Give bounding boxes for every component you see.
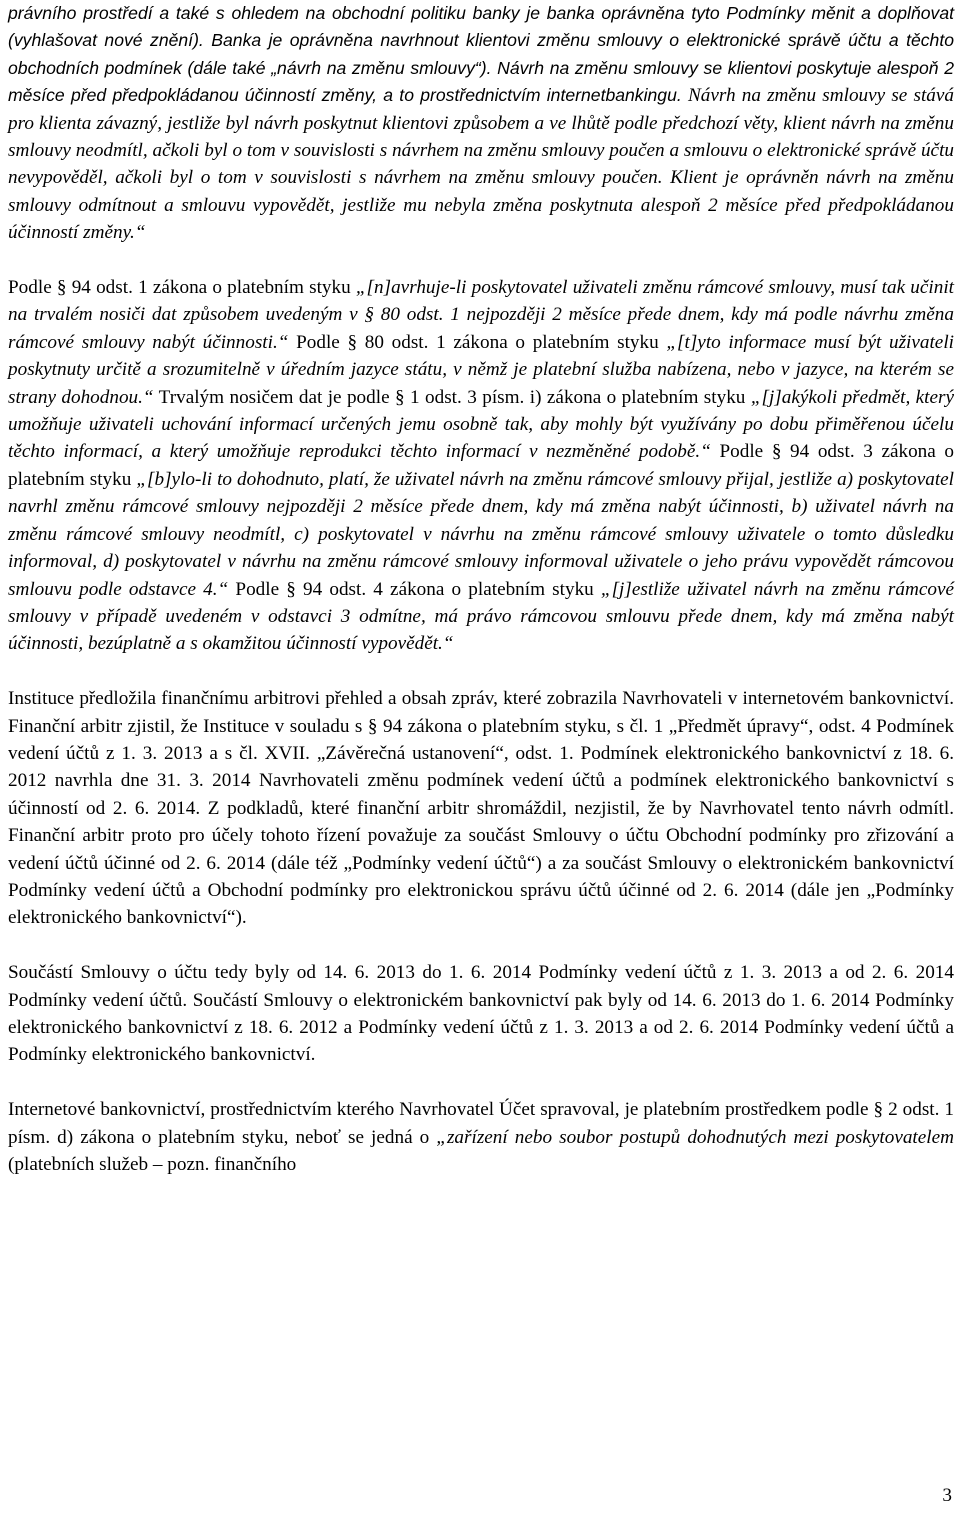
text-segment: právního prostředí a také s ohledem na obchodní politiku banky je banka oprávněna tyto Podmínky měnit a doplňovat (vyhlašovat nové znění). Banka je oprávněna navrhnout klientovi změnu smlouvy o elektronické správě účtu a těchto obchodních podmínek (dále také „návrh na změnu smlouvy“). Návrh na změnu smlouvy se klientovi poskytuje alespoň 2 měsíce před předpokládanou účinností změny, a to prostřednictvím internetbankingu.: [8, 3, 954, 106]
paragraph-internet-banking: [8, 1096, 954, 1178]
text-segment: „[n]avrhuje-li poskytovatel uživateli změnu rámcové smlouvy, musí tak učinit na trvalém nosiči dat způsobem uvedeným v § 80 odst. 1 nejpozději 2 měsíce přede dnem, kdy má podle návrhu změna rámcové smlouvy nabýt účinnosti.“: [8, 277, 954, 353]
text-segment: Podle § 94 odst. 4 zákona o platebním styku: [228, 578, 601, 600]
paragraph-institution-submission: [8, 685, 954, 932]
text-segment: Podle § 80 odst. 1 zákona o platebním styku: [288, 331, 667, 353]
text-segment: Trvalým nosičem dat je podle § 1 odst. 3 písm. i) zákona o platebním styku: [153, 386, 751, 408]
paragraph-contract-components: [8, 959, 954, 1069]
text-segment: (platebních služeb – pozn. finančního: [8, 1154, 297, 1175]
text-segment: Návrh na změnu smlouvy se stává pro klienta závazný, jestliže byl návrh poskytnut klientovi způsobem a ve lhůtě podle předchozí věty, klient návrh na změnu smlouvy neodmítl, ačkoli byl o tom v souvislosti s návrhem na změnu smlouvy poučen a smlouvu o elektronické správě účtu nevypověděl, ačkoli byl o tom v souvislosti s návrhem na změnu smlouvy poučen. Klient je oprávněn návrh na změnu smlouvy odmítnout a smlouvu vypovědět, jestliže mu nebyla změna poskytnuta alespoň 2 měsíce před předpokládanou účinností změny.“: [8, 85, 955, 244]
page-number: 3: [942, 1485, 952, 1506]
paragraph-law-provisions: [8, 274, 954, 658]
text-segment: „[t]yto informace musí být uživateli poskytnuty určitě a srozumitelně v úředním jazyce státu, v němž je platební služba nabízena, nebo v jazyce, na kterém se strany dohodnou.“: [8, 331, 954, 408]
text-segment: „[j]akýkoli předmět, který umožňuje uživateli uchování informací určených jemu osobně tak, aby mohly být využívány po dobu přiměřenou účelu těchto informací, a který umožňuje reprodukci těchto informací v nezměněné podobě.“: [8, 386, 954, 463]
text-segment: Instituce předložila finančnímu arbitrovi přehled a obsah zpráv, které zobrazila Navrhovateli v internetovém bankovnictví. Finanční arbitr zjistil, že Instituce v souladu s § 94 zákona o platebním styku, s čl. 1 „Předmět úpravy“, odst. 4 Podmínek vedení účtů z 1. 3. 2013 a s čl. XVII. „Závěrečná ustanovení“, odst. 1. Podmínek elektronického bankovnictví z 18. 6. 2012 navrhla dne 31. 3. 2014 Navrhovateli změnu podmínek vedení účtů a podmínek elektronického bankovnictví s účinností od 2. 6. 2014. Z podkladů, které finanční arbitr shromáždil, nezjistil, že by Navrhovatel tento návrh odmítl. Finanční arbitr proto pro účely tohoto řízení považuje za součást Smlouvy o účtu Obchodní podmínky pro zřizování a vedení účtů účinné od 2. 6. 2014 (dále též „Podmínky vedení účtů“) a za součást Smlouvy o elektronickém bankovnictví Podmínky vedení účtů a Obchodní podmínky pro elektronickou správu účtů účinné od 2. 6. 2014 (dále jen „Podmínky elektronického bankovnictví“).: [8, 688, 954, 929]
text-segment: Podle § 94 odst. 1 zákona o platebním styku: [8, 277, 356, 299]
text-segment: „[b]ylo-li to dohodnuto, platí, že uživatel návrh na změnu rámcové smlouvy přijal, jestliže a) poskytovatel navrhl změnu rámcové smlouvy nejpozději 2 měsíce přede dnem, kdy má změna nabýt účinnosti, b) uživatel návrh na změnu rámcové smlouvy neodmítl, c) poskytovatel v návrhu na změnu rámcové smlouvy uživatele o tomto důsledku informoval, d) poskytovatel v návrhu na změnu rámcové smlouvy informoval uživatele o jeho právu vypovědět rámcovou smlouvu podle odstavce 4.“: [8, 468, 954, 600]
text-segment: Součástí Smlouvy o účtu tedy byly od 14. 6. 2013 do 1. 6. 2014 Podmínky vedení účtů z 1. 3. 2013 a od 2. 6. 2014 Podmínky vedení účtů. Součástí Smlouvy o elektronickém bankovnictví pak byly od 14. 6. 2013 do 1. 6. 2014 Podmínky elektronického bankovnictví z 18. 6. 2012 a Podmínky vedení účtů z 1. 3. 2013 a od 2. 6. 2014 Podmínky vedení účtů a Podmínky elektronického bankovnictví.: [8, 962, 954, 1066]
paragraph-conditions-change: [8, 0, 954, 247]
text-segment: „zařízení nebo soubor postupů dohodnutých mezi poskytovatelem: [436, 1126, 954, 1148]
document-body: [8, 0, 954, 1178]
text-segment: „[j]estliže uživatel návrh na změnu rámcové smlouvy v případě uvedeném v odstavci 3 odmítne, má právo rámcovou smlouvu přede dnem, kdy má změna nabýt účinnosti, bezúplatně a s okamžitou účinností vypovědět.“: [8, 578, 954, 655]
text-segment: Podle § 94 odst. 3 zákona o platebním styku: [8, 441, 954, 490]
text-segment: Internetové bankovnictví, prostřednictvím kterého Navrhovatel Účet spravoval, je platebním prostředkem podle § 2 odst. 1 písm. d) zákona o platebním styku, neboť se jedná o: [8, 1099, 954, 1148]
